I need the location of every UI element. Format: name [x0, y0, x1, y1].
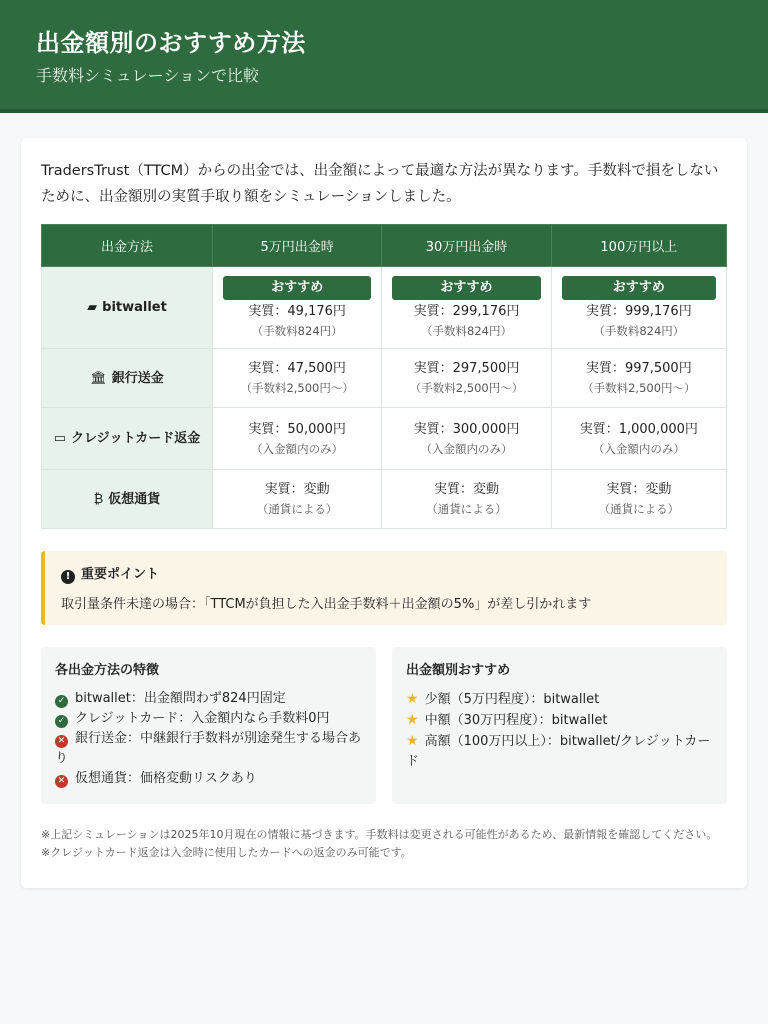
list-item	[406, 731, 713, 772]
method-cell	[42, 349, 213, 408]
check-circle-icon: ✓	[55, 695, 68, 708]
recommend-text: 少額（5万円程度）：bitwallet	[424, 692, 600, 707]
net-amount: 実質：49,176円	[248, 303, 346, 319]
value-cell	[213, 470, 382, 529]
net-amount: 実質：299,176円	[413, 303, 520, 319]
star-icon: ★	[406, 712, 419, 728]
method-label: クレジットカード返金	[71, 431, 201, 446]
fee-note: （入金額内のみ）	[251, 441, 344, 456]
x-circle-icon: ✕	[55, 775, 68, 788]
fee-note: （手数料824円）	[251, 323, 343, 338]
important-alert	[41, 551, 727, 625]
value-cell	[382, 470, 551, 529]
value-cell	[382, 349, 551, 408]
page-header	[0, 0, 768, 113]
footnote-2: ※クレジットカード返金は入金時に使用したカードへの返金のみ可能です。	[41, 846, 412, 859]
table-row	[42, 470, 727, 529]
fee-note: （手数料824円）	[421, 323, 512, 338]
value-cell	[551, 408, 726, 470]
intro-text: TradersTrust（TTCM）からの出金では、出金額によって最適な方法が異なります。手数料で損をしないために、出金額別の実質手取り額をシミュレーションしました。	[41, 163, 719, 205]
table-header-row	[42, 225, 727, 267]
alert-body: 取引量条件未達の場合：「TTCMが負担した入出金手数料＋出金額の5%」が差し引かれます	[61, 597, 592, 612]
method-cell	[42, 408, 213, 470]
credit-card-icon: ▭	[53, 431, 66, 446]
fee-note: （入金額内のみ）	[592, 441, 685, 456]
value-cell	[213, 408, 382, 470]
method-cell	[42, 470, 213, 529]
net-amount: 実質：50,000円	[248, 421, 346, 437]
value-cell	[213, 349, 382, 408]
feature-text: クレジットカード：入金額内なら手数料0円	[75, 711, 330, 726]
net-amount: 実質：変動	[606, 482, 672, 497]
fee-note: （手数料2,500円〜）	[240, 381, 354, 395]
page-title: 出金額別のおすすめ方法	[36, 29, 306, 57]
method-label: bitwallet	[102, 300, 167, 315]
list-item	[406, 710, 713, 731]
value-cell	[551, 349, 726, 408]
list-item	[55, 769, 362, 789]
footnote-1: ※上記シミュレーションは2025年10月現在の情報に基づきます。手数料は変更される可能性があるため、最新情報を確認してください。	[41, 828, 718, 841]
recommend-box	[392, 647, 727, 804]
net-amount: 実質：変動	[433, 482, 499, 497]
alert-title: 重要ポイント	[81, 567, 160, 582]
list-item	[55, 689, 362, 709]
header-300k: 30万円出金時	[382, 225, 551, 267]
method-label: 銀行送金	[111, 370, 164, 386]
features-box	[41, 647, 376, 804]
bank-icon: 🏛	[90, 370, 107, 386]
value-cell	[382, 267, 551, 349]
fee-note: （手数料824円）	[593, 323, 685, 338]
value-cell	[213, 267, 382, 349]
fee-note: （手数料2,500円〜）	[582, 381, 696, 395]
value-cell	[551, 267, 726, 349]
fee-note: （手数料2,500円〜）	[409, 381, 524, 395]
wallet-icon: ▰	[87, 300, 98, 315]
list-item	[406, 689, 713, 710]
content-card	[21, 138, 747, 888]
net-amount: 実質：999,176円	[585, 303, 692, 319]
header-50k: 5万円出金時	[213, 225, 382, 267]
fee-note: （入金額内のみ）	[420, 441, 513, 456]
recommend-title: 出金額別おすすめ	[406, 663, 511, 678]
header-method: 出金方法	[42, 225, 213, 267]
recommend-badge: おすすめ	[562, 276, 716, 300]
header-1m: 100万円以上	[551, 225, 726, 267]
recommend-text: 高額（100万円以上）：bitwallet/クレジットカード	[406, 734, 711, 769]
fee-note: （通貨による）	[598, 502, 680, 516]
table-row	[42, 408, 727, 470]
net-amount: 実質：47,500円	[248, 361, 346, 376]
fee-note: （通貨による）	[426, 502, 507, 516]
info-boxes	[41, 647, 727, 804]
net-amount: 実質：997,500円	[585, 361, 692, 376]
net-amount: 実質：297,500円	[413, 361, 520, 376]
net-amount: 実質：1,000,000円	[579, 421, 698, 437]
method-label: 仮想通貨	[108, 491, 161, 507]
exclamation-icon: !	[61, 570, 75, 584]
list-item	[55, 709, 362, 729]
value-cell	[382, 408, 551, 470]
table-row	[42, 349, 727, 408]
recommend-list	[406, 689, 713, 772]
footnotes	[41, 826, 727, 862]
net-amount: 実質：変動	[264, 482, 330, 497]
net-amount: 実質：300,000円	[413, 421, 520, 437]
fee-note: （通貨による）	[256, 502, 338, 516]
comparison-table	[41, 224, 727, 529]
features-title: 各出金方法の特徴	[55, 663, 160, 678]
feature-text: 銀行送金：中継銀行手数料が別途発生する場合あり	[55, 731, 362, 766]
check-circle-icon: ✓	[55, 715, 68, 728]
bitcoin-icon: ₿	[93, 491, 104, 507]
list-item	[55, 729, 362, 769]
x-circle-icon: ✕	[55, 735, 68, 748]
features-list	[55, 689, 362, 789]
recommend-text: 中額（30万円程度）：bitwallet	[424, 713, 608, 728]
value-cell	[551, 470, 726, 529]
page-subtitle: 手数料シミュレーションで比較	[36, 66, 260, 85]
method-cell	[42, 267, 213, 349]
feature-text: 仮想通貨：価格変動リスクあり	[75, 771, 257, 786]
star-icon: ★	[406, 733, 419, 749]
recommend-badge: おすすめ	[223, 276, 371, 300]
star-icon: ★	[406, 691, 419, 707]
table-row	[42, 267, 727, 349]
recommend-badge: おすすめ	[392, 276, 540, 300]
feature-text: bitwallet：出金額問わず824円固定	[75, 691, 286, 706]
